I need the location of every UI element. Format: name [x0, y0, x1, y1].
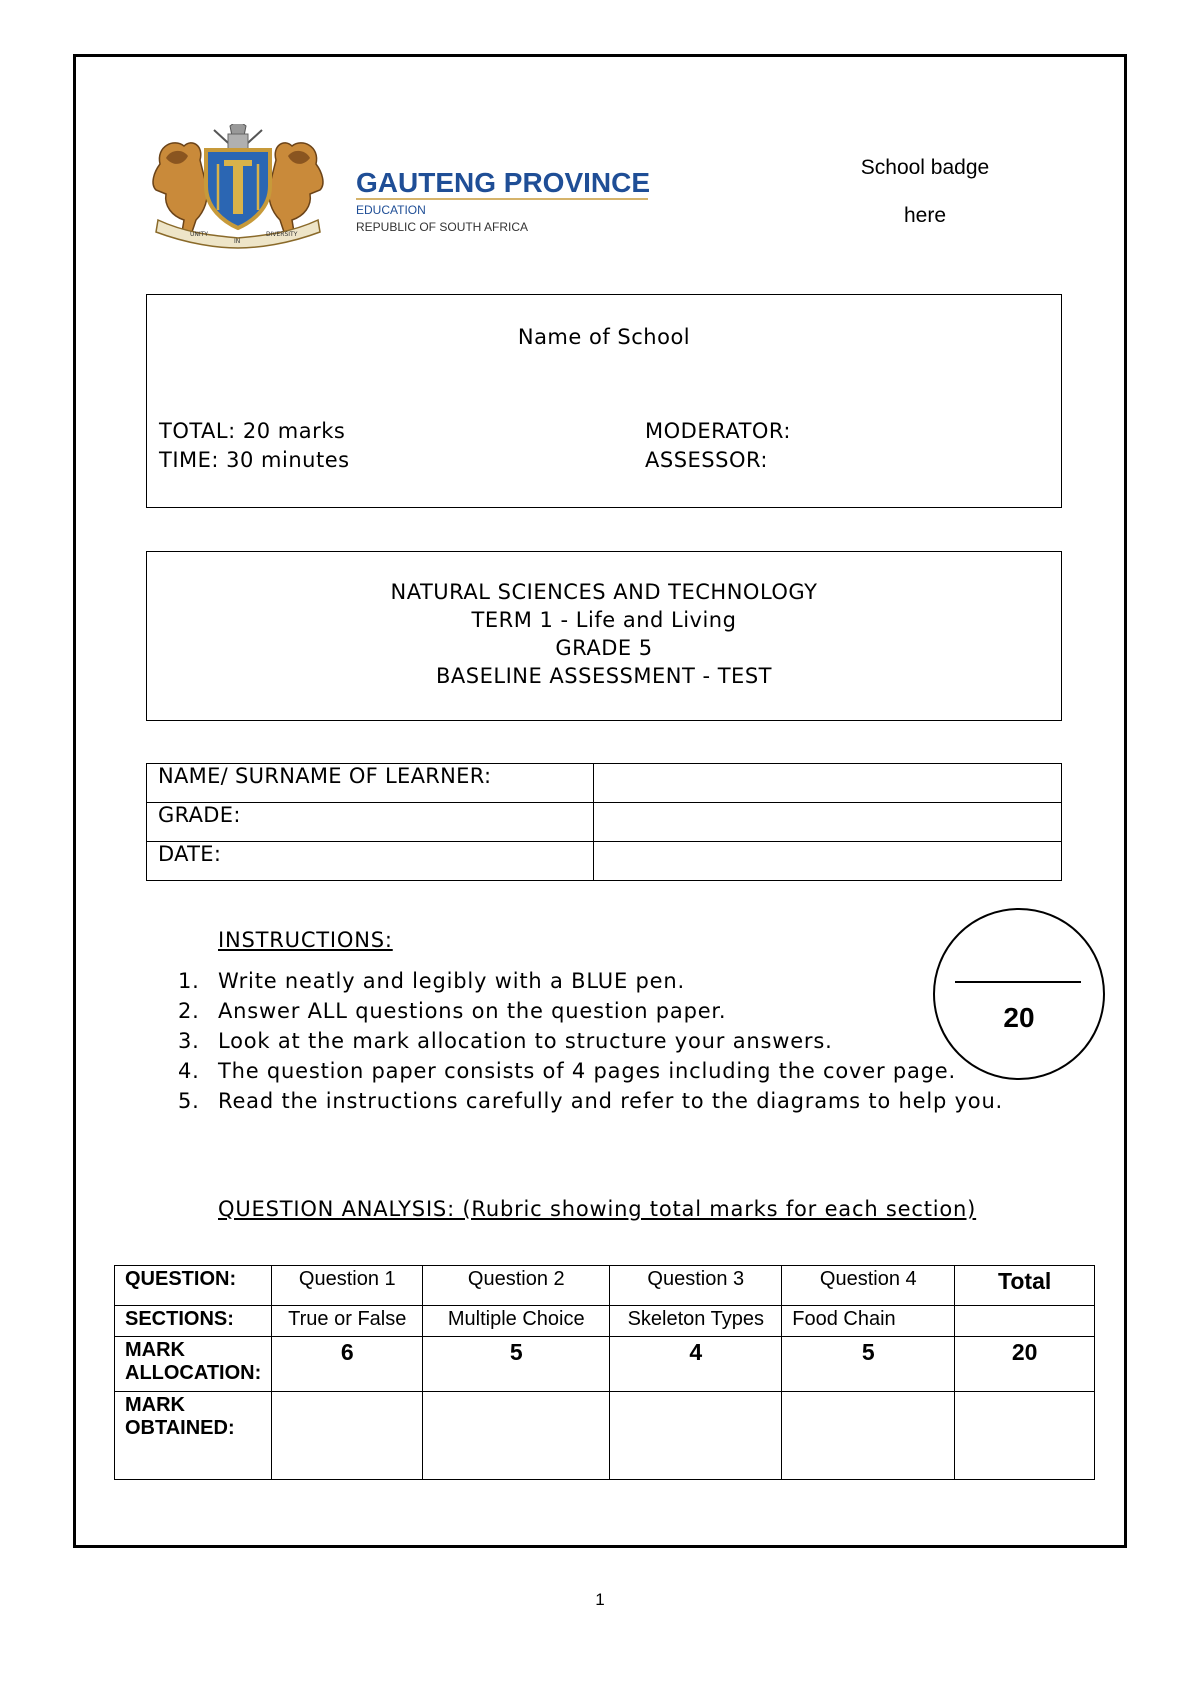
allocation-1: 6 — [272, 1337, 423, 1392]
table-row — [147, 803, 1062, 842]
date-label: DATE: — [147, 842, 594, 881]
question-analysis-title: QUESTION ANALYSIS: (Rubric showing total marks for each section) — [218, 1197, 977, 1221]
instructions-list — [178, 966, 1058, 1116]
question-3-header: Question 3 — [610, 1266, 782, 1306]
allocation-2: 5 — [423, 1337, 610, 1392]
list-item — [178, 996, 1058, 1026]
subject-heading — [147, 578, 1061, 690]
list-item — [178, 1026, 1058, 1056]
table-row — [115, 1306, 1095, 1337]
gauteng-logo — [148, 124, 658, 249]
question-1-header: Question 1 — [272, 1266, 423, 1306]
item-text: Answer ALL questions on the question paper. — [218, 999, 727, 1023]
moderator-label: MODERATOR: — [645, 419, 791, 443]
obtained-3-field[interactable] — [610, 1392, 782, 1480]
page-number: 1 — [595, 1590, 605, 1609]
score-circle — [933, 908, 1105, 1080]
learner-details-table — [146, 763, 1062, 881]
question-row-label: QUESTION: — [115, 1266, 272, 1306]
allocation-row-label: MARK ALLOCATION: — [115, 1337, 272, 1392]
total-marks: TOTAL: 20 marks — [159, 419, 346, 443]
grade-label: GRADE: — [147, 803, 594, 842]
item-text: The question paper consists of 4 pages including the cover page. — [218, 1059, 957, 1083]
sections-row-label: SECTIONS: — [115, 1306, 272, 1337]
table-row — [147, 764, 1062, 803]
learner-name-label: NAME/ SURNAME OF LEARNER: — [147, 764, 594, 803]
obtained-1-field[interactable] — [272, 1392, 423, 1480]
subject-line-4: BASELINE ASSESSMENT - TEST — [436, 664, 772, 688]
question-2-header: Question 2 — [423, 1266, 610, 1306]
obtained-row-label: MARK OBTAINED: — [115, 1392, 272, 1480]
allocation-3: 4 — [610, 1337, 782, 1392]
subject-line-2: TERM 1 - Life and Living — [471, 608, 737, 632]
badge-line-2: here — [903, 204, 947, 227]
motto-word-2: IN — [234, 238, 241, 245]
moderator-assessor-block — [645, 417, 791, 475]
section-total-empty — [955, 1306, 1095, 1337]
item-number: 1. — [178, 969, 200, 993]
item-number: 3. — [178, 1029, 200, 1053]
score-input-line[interactable] — [955, 981, 1081, 983]
assessor-label: ASSESSOR: — [645, 448, 769, 472]
badge-line-1: School badge — [860, 156, 990, 179]
motto-word-1: UNITY — [190, 231, 208, 238]
table-row — [115, 1337, 1095, 1392]
subject-line-3: GRADE 5 — [555, 636, 653, 660]
learner-name-field[interactable] — [594, 764, 1062, 803]
org-country: REPUBLIC OF SOUTH AFRICA — [356, 220, 529, 234]
item-number: 2. — [178, 999, 200, 1023]
org-dept: EDUCATION — [356, 203, 426, 217]
obtained-total-field[interactable] — [955, 1392, 1095, 1480]
section-4: Food Chain — [782, 1306, 955, 1337]
subject-line-1: NATURAL SCIENCES AND TECHNOLOGY — [390, 580, 818, 604]
item-text: Read the instructions carefully and refer to the diagrams to help you. — [218, 1089, 1004, 1113]
total-header: Total — [955, 1266, 1095, 1306]
instructions-section — [178, 928, 1058, 1116]
school-badge-placeholder — [840, 156, 1010, 252]
table-row — [115, 1392, 1095, 1480]
date-field[interactable] — [594, 842, 1062, 881]
grade-field[interactable] — [594, 803, 1062, 842]
crest-top-icon — [214, 124, 262, 152]
school-name: Name of School — [517, 325, 691, 349]
list-item — [178, 1056, 1058, 1086]
org-name: GAUTENG PROVINCE — [356, 167, 651, 198]
item-text: Write neatly and legibly with a BLUE pen. — [218, 969, 685, 993]
question-analysis-table — [114, 1265, 1095, 1480]
crest-shield-icon — [206, 150, 270, 228]
right-lion-icon — [269, 143, 323, 232]
item-text: Look at the mark allocation to structure your answers. — [218, 1029, 833, 1053]
item-number: 5. — [178, 1089, 200, 1113]
time-allowed: TIME: 30 minutes — [159, 448, 350, 472]
left-lion-icon — [153, 143, 207, 232]
school-info-box — [146, 294, 1062, 508]
list-item — [178, 966, 1058, 996]
obtained-4-field[interactable] — [782, 1392, 955, 1480]
question-4-header: Question 4 — [782, 1266, 955, 1306]
section-1: True or False — [272, 1306, 423, 1337]
motto-word-3: DIVERSITY — [266, 231, 298, 238]
item-number: 4. — [178, 1059, 200, 1083]
list-item — [178, 1086, 1058, 1116]
obtained-2-field[interactable] — [423, 1392, 610, 1480]
allocation-total: 20 — [955, 1337, 1095, 1392]
table-row — [147, 842, 1062, 881]
section-3: Skeleton Types — [610, 1306, 782, 1337]
allocation-4: 5 — [782, 1337, 955, 1392]
instructions-title: INSTRUCTIONS: — [218, 928, 393, 952]
score-total: 20 — [1003, 1002, 1035, 1033]
section-2: Multiple Choice — [423, 1306, 610, 1337]
total-time-block — [159, 417, 350, 475]
subject-box — [146, 551, 1062, 721]
table-row — [115, 1266, 1095, 1306]
